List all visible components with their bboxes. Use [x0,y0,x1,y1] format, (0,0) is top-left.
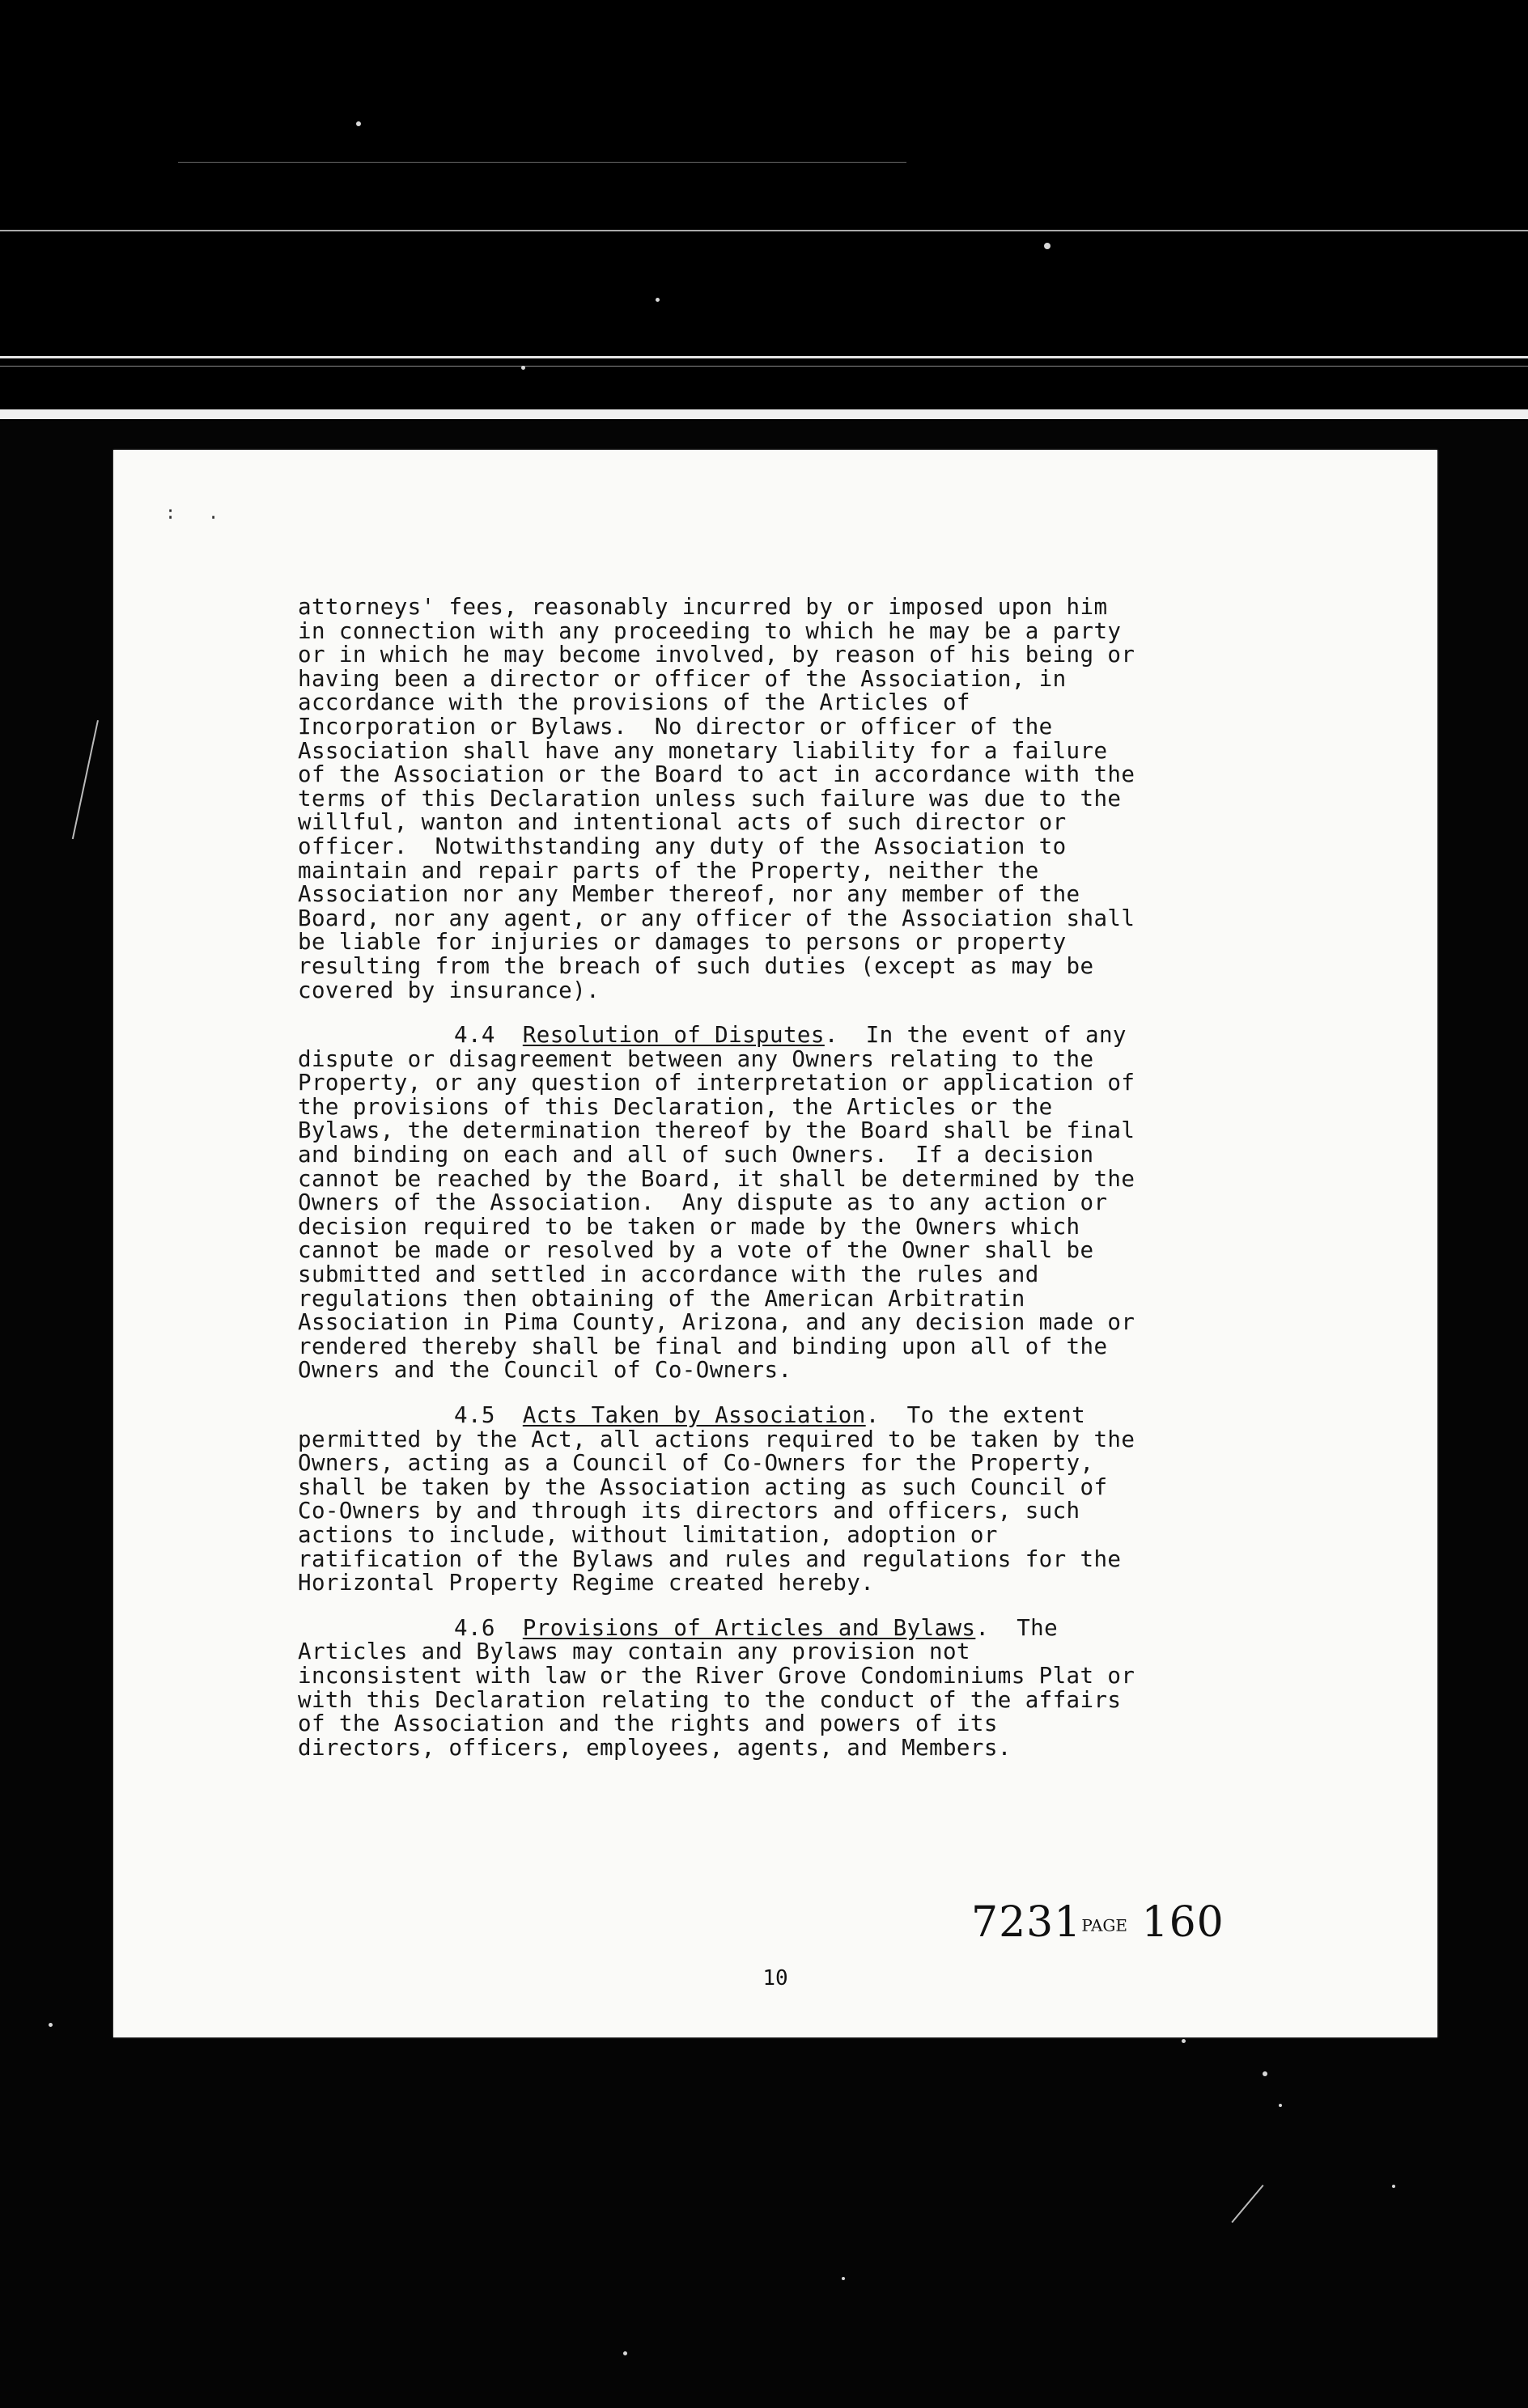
text-line: maintain and repair parts of the Property, neither the [298,857,1039,884]
text-line: the provisions of this Declaration, the Articles or the [298,1093,1053,1120]
scan-speck [1279,2104,1282,2107]
text-line: Owners, acting as a Council of Co-Owners for the Property, [298,1450,1094,1477]
scan-speck [1263,2071,1267,2076]
text-line: with this Declaration relating to the conduct of the affairs [298,1686,1122,1713]
section-heading: Resolution of Disputes [522,1022,825,1049]
scan-speck [1392,2185,1395,2188]
scan-streak [178,162,906,163]
text-line: resulting from the breach of such duties (except as may be [298,952,1094,979]
text-line: covered by insurance). [298,977,601,1003]
section-4-6 [298,1614,1269,1761]
text-line: directors, officers, employees, agents, and Members. [298,1734,1012,1761]
paragraph-continuation [298,596,1269,1003]
section-heading-line [298,1614,1269,1641]
text-line: inconsistent with law or the River Grove Condominiums Plat or [298,1662,1135,1689]
scan-streak [0,409,1528,419]
text-line: Association shall have any monetary liability for a failure [298,737,1108,764]
text-line: shall be taken by the Association acting as such Council of [298,1473,1108,1500]
text-line: Association in Pima County, Arizona, and any decision made or [298,1309,1135,1336]
scan-speck [1182,2039,1186,2043]
text-line: Articles and Bylaws may contain any provision not [298,1639,970,1665]
scan-speck [49,2023,53,2027]
section-4-4 [298,1024,1269,1383]
text-line: accordance with the provisions of the Articles of [298,689,970,716]
scan-speck [356,121,361,126]
scan-scratch [72,720,99,839]
text-line: be liable for injuries or damages to persons or property [298,929,1067,956]
scan-speck [656,298,660,302]
section-number: 4.4 [454,1022,495,1049]
text-line: Co-Owners by and through its directors and officers, such [298,1498,1080,1524]
text-line: in connection with any proceeding to which he may be a party [298,617,1122,644]
scan-scratch [1231,2185,1263,2223]
text-fragment: . To the extent [865,1402,1086,1428]
section-heading: Acts Taken by Association [522,1402,866,1428]
text-line: regulations then obtaining of the American Arbitratin [298,1285,1025,1312]
text-line: Horizontal Property Regime created hereby. [298,1570,875,1596]
text-line: rendered thereby shall be final and binding upon all of the [298,1333,1108,1359]
book-number: 7231 [971,1898,1082,1947]
scan-streak [0,356,1528,358]
section-number: 4.6 [454,1614,495,1641]
text-line: Property, or any question of interpretation or application of [298,1070,1135,1096]
text-line: Association nor any Member thereof, nor any member of the [298,881,1080,908]
text-fragment: . The [975,1614,1059,1641]
text-line: of the Association and the rights and powers of its [298,1711,998,1737]
text-line: or in which he may become involved, by reason of his being or [298,642,1135,668]
text-line: attorneys' fees, reasonably incurred by or imposed upon him [298,594,1108,620]
text-line: actions to include, without limitation, adoption or [298,1521,998,1548]
stamp-page-number: 160 [1141,1898,1225,1947]
text-line: Bylaws, the determination thereof by the Board shall be final [298,1117,1135,1144]
text-line: terms of this Declaration unless such failure was due to the [298,785,1122,812]
section-4-5 [298,1404,1269,1596]
scan-streak [0,366,1528,367]
text-line: and binding on each and all of such Owners. If a decision [298,1142,1094,1168]
scan-speck [521,366,525,370]
scan-streak [0,230,1528,231]
text-line: having been a director or officer of the Association, in [298,665,1067,692]
text-line: permitted by the Act, all actions required to be taken by the [298,1426,1135,1452]
page-number: 10 [762,1966,788,1990]
section-heading-line [298,1404,1269,1428]
text-fragment: . In the event of any [824,1022,1127,1049]
scan-speck [842,2277,845,2280]
text-line: decision required to be taken or made by the Owners which [298,1213,1080,1240]
text-line: willful, wanton and intentional acts of such director or [298,809,1067,836]
document-body [298,596,1269,1760]
text-line: Incorporation or Bylaws. No director or officer of the [298,713,1053,740]
text-line: submitted and settled in accordance with the rules and [298,1261,1039,1288]
page-marks: : . [165,503,219,524]
text-line: dispute or disagreement between any Owners relating to the [298,1045,1094,1072]
stamp-mid: PAGE [1081,1915,1127,1935]
section-heading-line [298,1024,1269,1048]
text-line: of the Association or the Board to act in accordance with the [298,761,1135,788]
book-page-stamp [971,1898,1225,1947]
section-heading: Provisions of Articles and Bylaws [522,1614,976,1641]
scan-speck [623,2351,627,2355]
scan-speck [1044,243,1050,249]
text-line: Owners of the Association. Any dispute as to any action or [298,1189,1108,1216]
text-line: cannot be made or resolved by a vote of the Owner shall be [298,1237,1094,1264]
text-line: cannot be reached by the Board, it shall be determined by the [298,1165,1135,1192]
text-line: officer. Notwithstanding any duty of the Association to [298,833,1067,859]
text-line: Board, nor any agent, or any officer of the Association shall [298,905,1135,931]
section-number: 4.5 [454,1402,495,1428]
text-line: Owners and the Council of Co-Owners. [298,1357,792,1384]
document-page [113,450,1437,2037]
text-line: ratification of the Bylaws and rules and regulations for the [298,1545,1122,1572]
